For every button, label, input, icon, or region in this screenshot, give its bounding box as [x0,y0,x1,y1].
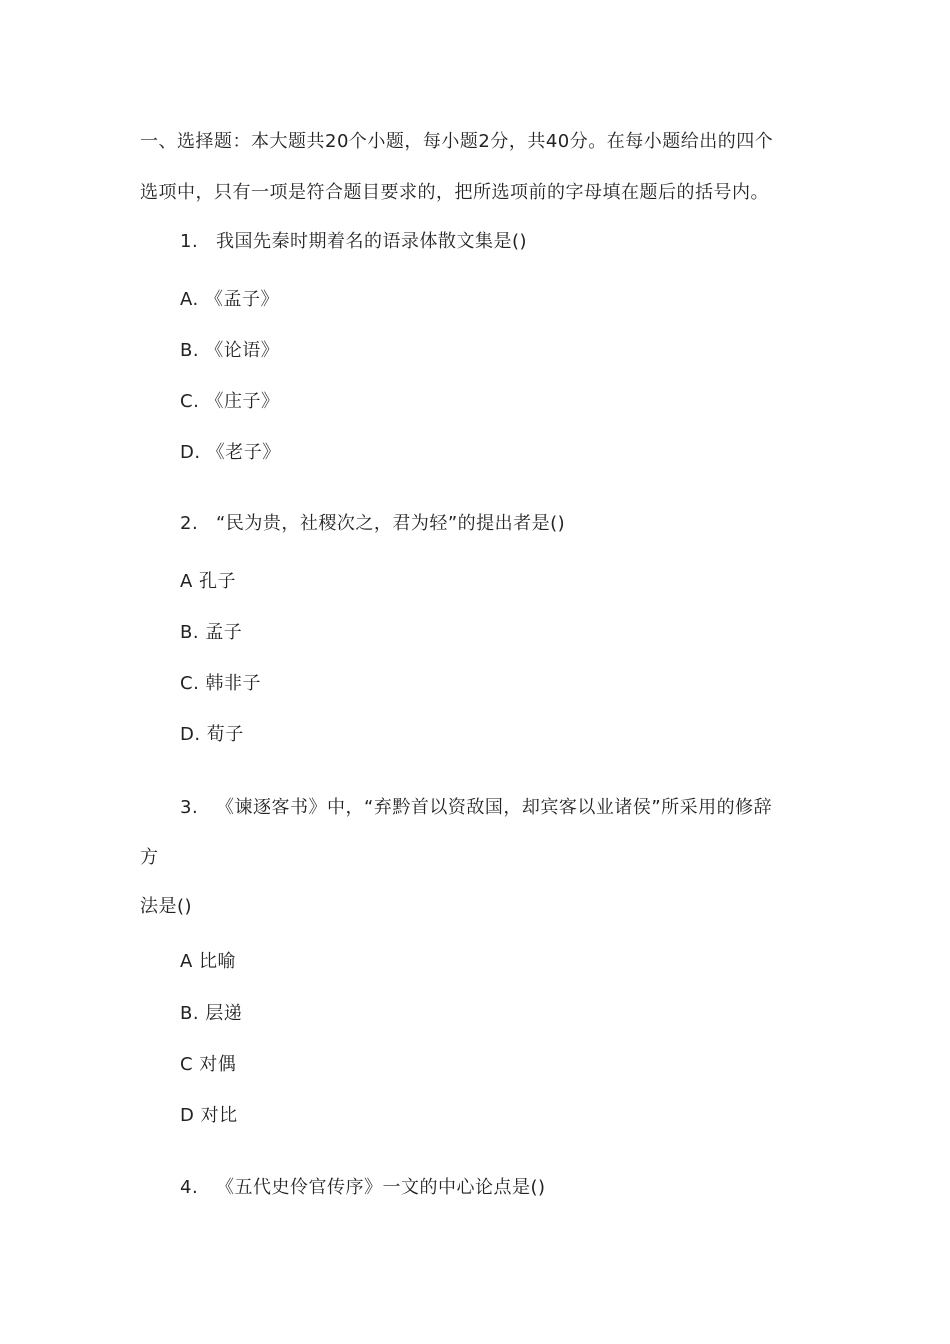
question-number: 2. [180,513,199,534]
section-intro-line-1: 一、选择题：本大题共20个小题，每小题2分，共40分。在每小题给出的四个 [140,131,774,152]
question-3 [180,796,772,820]
option-2a: A 孔子 [180,571,237,592]
question-text: 《谏逐客书》中，“弃黔首以资敌国，却宾客以业诸侯”所采用的修辞 [216,797,773,818]
option-2d: D. 荀子 [180,724,244,745]
option-1c: C. 《庄子》 [180,391,280,412]
question-3-continuation-2: 法是() [140,896,193,917]
question-2 [180,512,565,536]
question-1 [180,230,527,254]
option-3d: D 对比 [180,1105,238,1126]
section-intro-line-2: 选项中，只有一项是符合题目要求的，把所选项前的字母填在题后的括号内。 [140,182,769,203]
question-3-continuation-1: 方 [140,847,159,868]
option-2c: C. 韩非子 [180,673,262,694]
question-text: 我国先秦时期着名的语录体散文集是() [216,231,528,252]
option-3b: B. 层递 [180,1003,243,1024]
option-1b: B. 《论语》 [180,340,280,361]
option-1a: A. 《孟子》 [180,289,279,310]
question-number: 3. [180,797,199,818]
question-text: 《五代史伶官传序》一文的中心论点是() [216,1177,546,1198]
question-number: 1. [180,231,199,252]
question-number: 4. [180,1177,199,1198]
option-2b: B. 孟子 [180,622,243,643]
option-3c: C 对偶 [180,1054,237,1075]
option-3a: A 比喻 [180,951,237,972]
question-4 [180,1176,546,1200]
option-1d: D. 《老子》 [180,442,281,463]
question-text: “民为贵，社稷次之，君为轻”的提出者是() [216,513,566,534]
